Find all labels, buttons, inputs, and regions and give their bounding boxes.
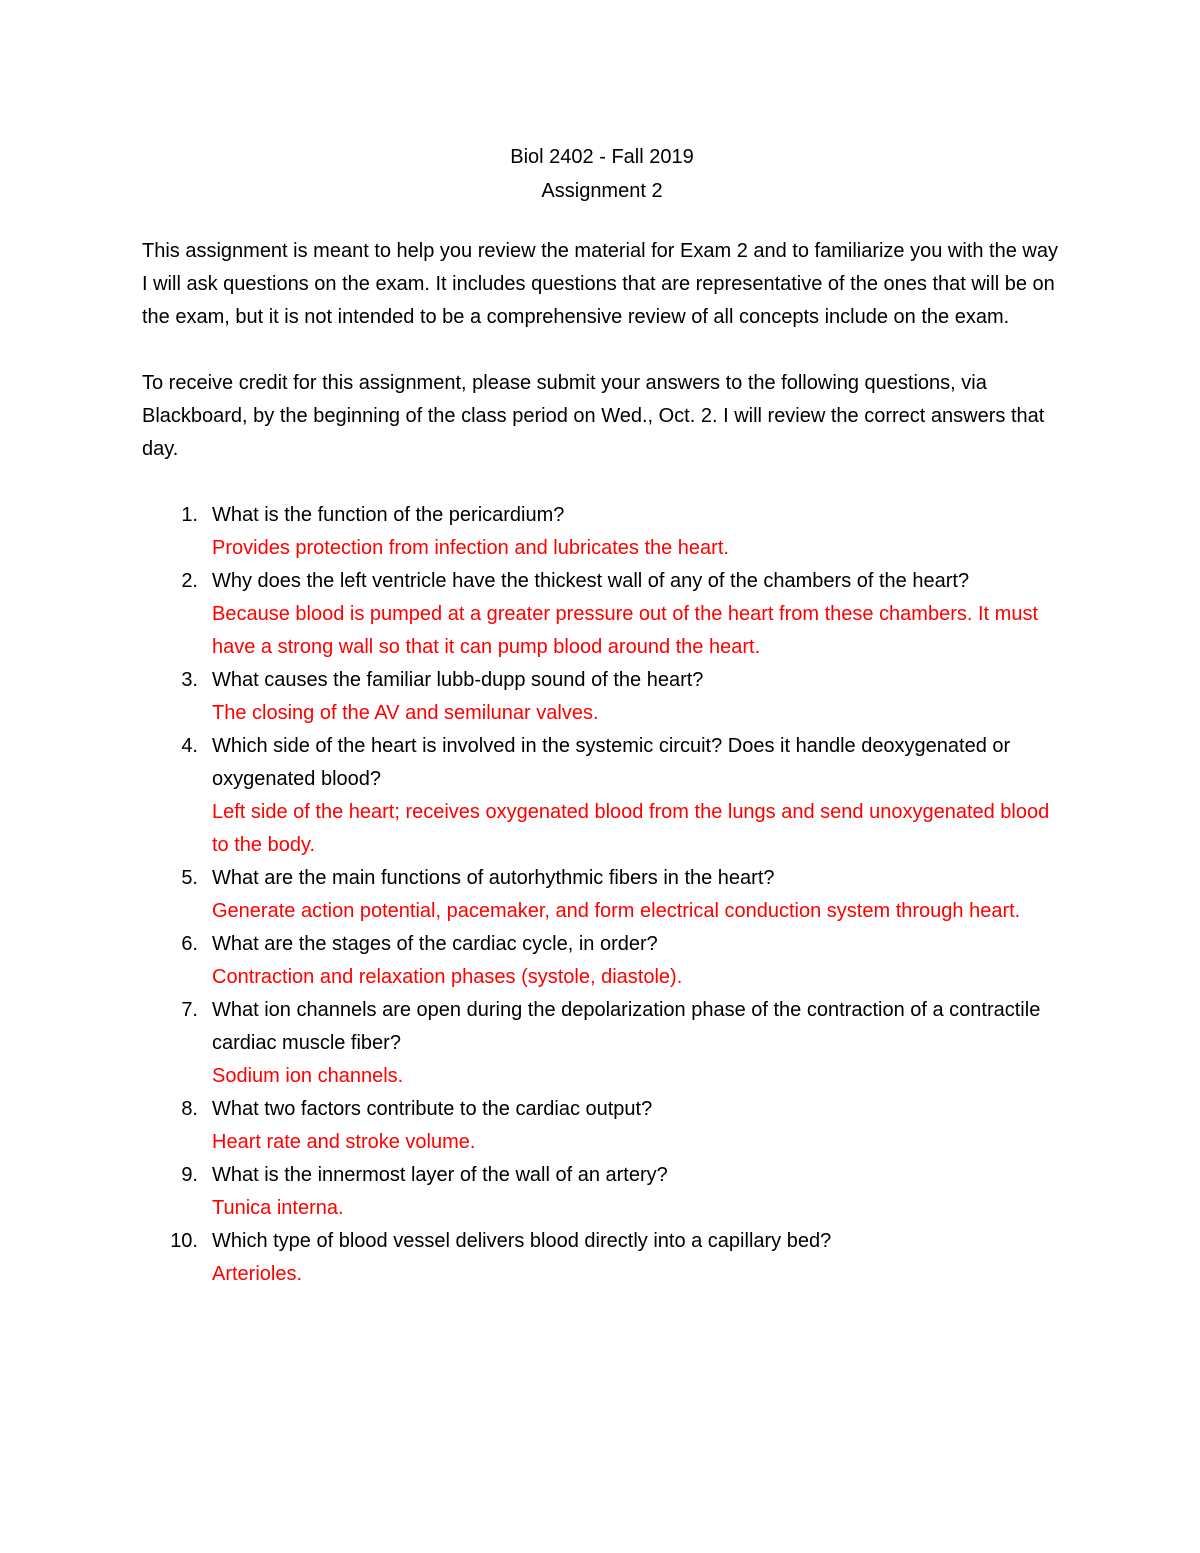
question-item — [142, 862, 1062, 928]
question-item — [142, 928, 1062, 994]
answer-text: Sodium ion channels. — [212, 1065, 404, 1087]
question-number: 4. — [181, 735, 198, 757]
question-item — [142, 994, 1062, 1093]
question-text: Why does the left ventricle have the thickest wall of any of the chambers of the heart? — [212, 570, 970, 592]
question-number: 7. — [181, 999, 198, 1021]
answer-text: Tunica interna. — [212, 1197, 344, 1219]
answer-text: Heart rate and stroke volume. — [212, 1131, 476, 1153]
answer-text: Because blood is pumped at a greater pressure out of the heart from these chambers. It must have a strong wall so that it can pump blood around the heart. — [212, 603, 1038, 658]
question-text: What are the stages of the cardiac cycle, in order? — [212, 933, 658, 955]
question-number: 10. — [170, 1230, 198, 1252]
question-item — [142, 499, 1062, 565]
question-number: 1. — [181, 504, 198, 526]
assignment-title: Assignment 2 — [541, 180, 663, 202]
answer-text: Arterioles. — [212, 1263, 303, 1285]
intro-paragraph: This assignment is meant to help you review the material for Exam 2 and to familiarize you with the way I will ask questions on the exam. It includes questions that are representative of the ones that will be on the exam, but it is not intended to be a comprehensive review of all concepts include on the exam. — [142, 240, 1058, 328]
question-text: What is the function of the pericardium? — [212, 504, 565, 526]
question-number: 6. — [181, 933, 198, 955]
question-item — [142, 730, 1062, 862]
question-text: Which type of blood vessel delivers blood directly into a capillary bed? — [212, 1230, 832, 1252]
course-title: Biol 2402 - Fall 2019 — [510, 146, 694, 168]
answer-text: Provides protection from infection and lubricates the heart. — [212, 537, 729, 559]
question-number: 3. — [181, 669, 198, 691]
answer-text: Generate action potential, pacemaker, and form electrical conduction system through heart. — [212, 900, 1021, 922]
question-text: What ion channels are open during the depolarization phase of the contraction of a contractile cardiac muscle fiber? — [212, 999, 1041, 1054]
question-number: 9. — [181, 1164, 198, 1186]
question-text: What two factors contribute to the cardiac output? — [212, 1098, 653, 1120]
question-item — [142, 1093, 1062, 1159]
title-block — [142, 140, 1062, 208]
question-text: Which side of the heart is involved in the systemic circuit? Does it handle deoxygenated or oxygenated blood? — [212, 735, 1011, 790]
question-number: 8. — [181, 1098, 198, 1120]
question-item — [142, 565, 1062, 664]
answer-text: Contraction and relaxation phases (systole, diastole). — [212, 966, 683, 988]
question-text: What are the main functions of autorhythmic fibers in the heart? — [212, 867, 775, 889]
question-text: What causes the familiar lubb-dupp sound of the heart? — [212, 669, 704, 691]
answer-text: Left side of the heart; receives oxygenated blood from the lungs and send unoxygenated blood to the body. — [212, 801, 1050, 856]
answer-text: The closing of the AV and semilunar valves. — [212, 702, 599, 724]
question-list — [142, 499, 1062, 1291]
instructions-paragraph: To receive credit for this assignment, please submit your answers to the following questions, via Blackboard, by the beginning of the class period on Wed., Oct. 2. I will review the correct answers that day. — [142, 372, 1045, 460]
document-page — [142, 140, 1062, 1291]
question-number: 2. — [181, 570, 198, 592]
question-text: What is the innermost layer of the wall of an artery? — [212, 1164, 668, 1186]
question-item — [142, 664, 1062, 730]
question-item — [142, 1225, 1062, 1291]
question-item — [142, 1159, 1062, 1225]
question-number: 5. — [181, 867, 198, 889]
